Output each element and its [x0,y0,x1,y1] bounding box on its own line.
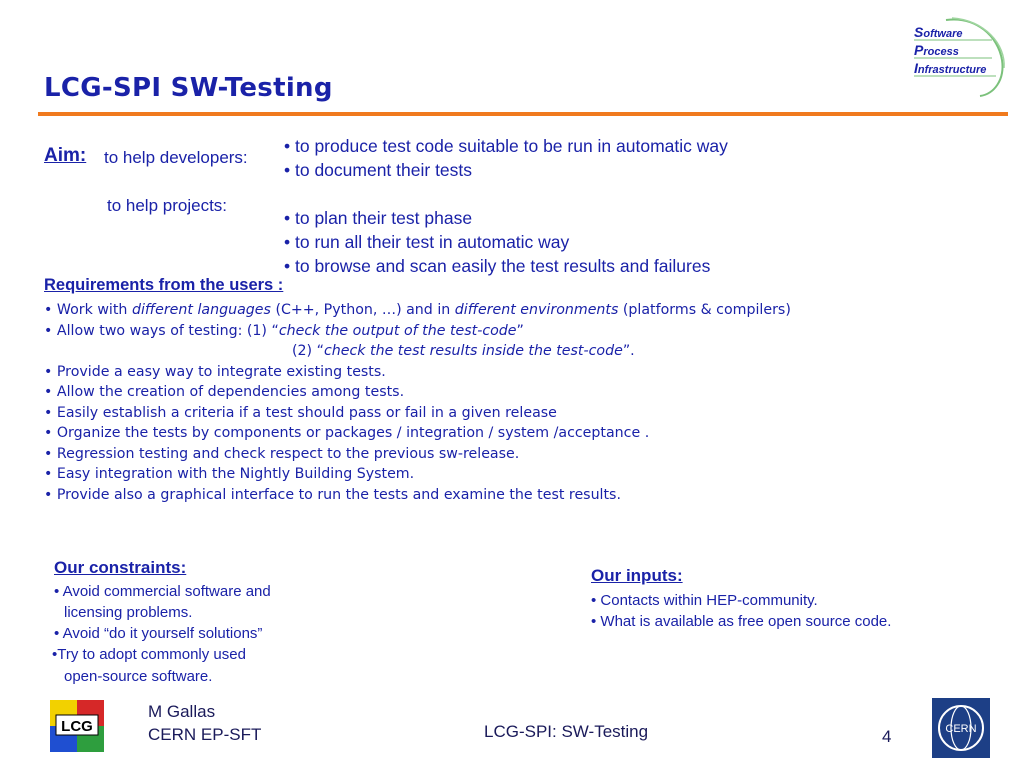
requirement-item: • Allow the creation of dependencies among tests. [44,384,405,400]
lcg-logo [50,700,104,752]
requirement-item: • Provide a easy way to integrate existing tests. [44,364,386,380]
aim-label: Aim: [44,145,87,166]
aim-dev-item: • to produce test code suitable to be run in automatic way [284,136,728,156]
slide-title: LCG-SPI SW-Testing [44,73,333,103]
constraint-line: • Avoid “do it yourself solutions” [54,625,263,642]
constraint-line: licensing problems. [64,604,193,621]
aim-proj-item: • to plan their test phase [284,208,473,228]
spi-line-process: Process [914,42,959,58]
constraint-line: •Try to adopt commonly used [52,646,246,663]
requirement-item: • Work with different languages (C++, Python, …) and in different environments (platforms & compilers) [44,302,791,318]
requirement-item: • Organize the tests by components or packages / integration / system /acceptance . [44,425,650,441]
inputs-title: Our inputs: [591,566,683,585]
aim-proj-item: • to run all their test in automatic way [284,232,570,252]
lcg-logo-icon [50,700,104,752]
requirement-item: • Provide also a graphical interface to run the tests and examine the test results. [44,487,621,503]
requirement-item: • Regression testing and check respect to the previous sw-release. [44,446,520,462]
requirement-item: • Allow two ways of testing: (1) “check the output of the test-code” [44,323,524,339]
constraint-line: • Avoid commercial software and [54,583,271,600]
requirement-item: • Easily establish a criteria if a test should pass or fail in a given release [44,405,557,421]
title-divider [38,112,1008,116]
footer-title: LCG-SPI: SW-Testing [484,722,649,741]
constraint-line: open-source software. [64,668,213,685]
cern-logo-text: CERN [945,723,977,735]
aim-developers-label: to help developers: [104,148,248,167]
footer-author: M Gallas [148,702,216,721]
input-line: • Contacts within HEP-community. [591,592,818,609]
spi-line-infrastructure: Infrastructure [914,60,987,76]
requirements-title: Requirements from the users : [44,276,284,294]
requirement-item: • Easy integration with the Nightly Building System. [44,466,415,482]
cern-logo-icon [932,698,990,758]
footer-org: CERN EP-SFT [148,725,262,744]
spi-logo [906,16,1010,98]
aim-projects-label: to help projects: [107,196,228,215]
aim-proj-item: • to browse and scan easily the test results and failures [284,256,711,276]
page-number: 4 [882,727,892,746]
cern-logo [932,698,990,758]
input-line: • What is available as free open source code. [591,613,892,630]
requirement-item-continued: (2) “check the test results inside the test-code”. [292,343,635,359]
constraints-title: Our constraints: [54,558,187,577]
spi-line-software: Software [914,24,963,40]
lcg-logo-text: LCG [61,718,93,735]
aim-dev-item: • to document their tests [284,160,473,180]
